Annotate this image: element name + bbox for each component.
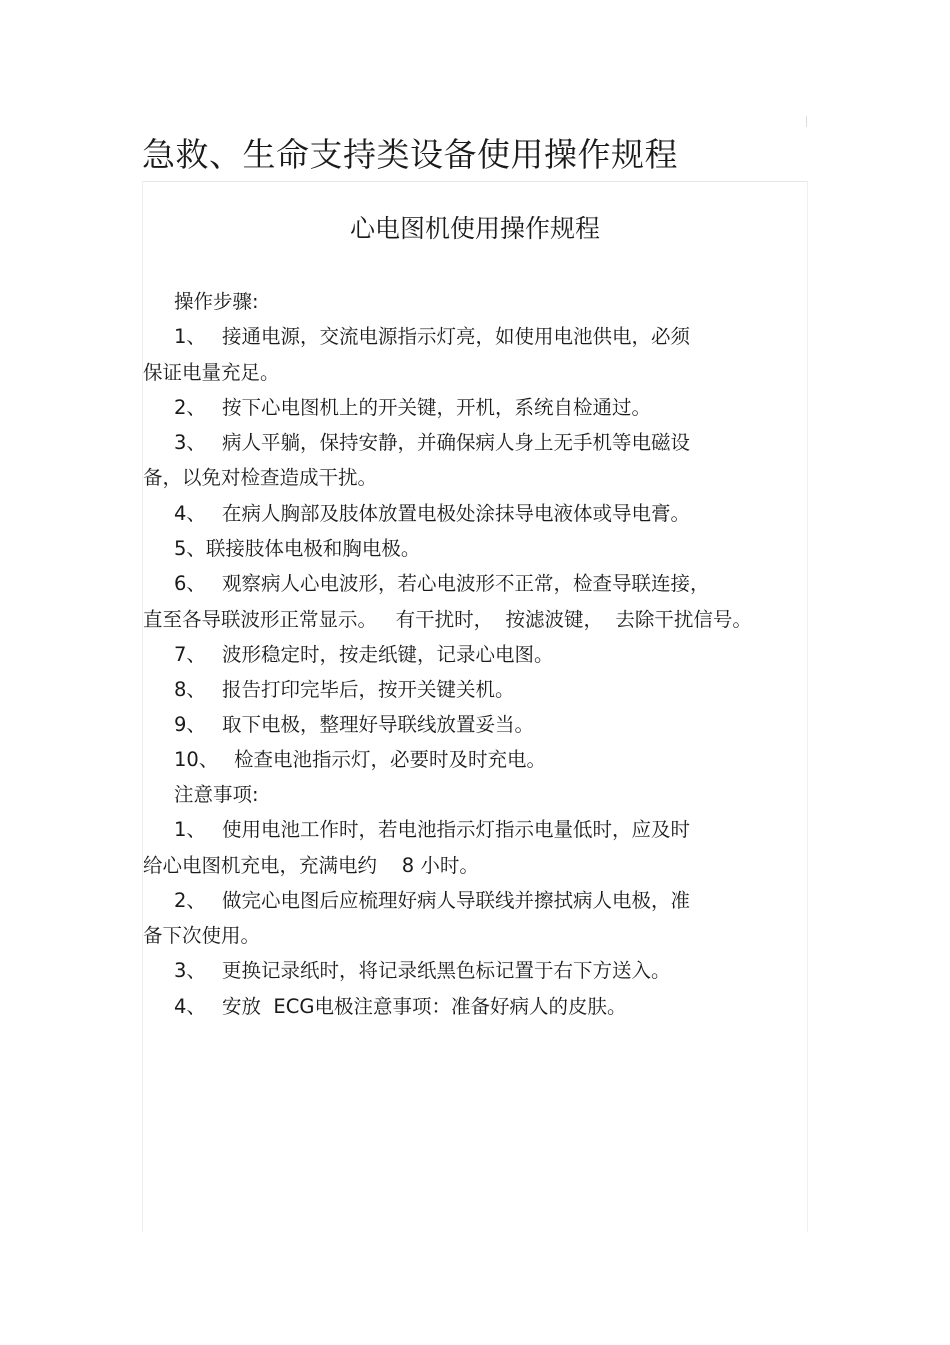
step-number: 7、	[174, 643, 206, 666]
step-4	[174, 499, 690, 529]
note-number: 3、	[174, 959, 206, 982]
note-number: 1、	[174, 818, 206, 841]
step-text: 病人平躺，保持安静，并确保病人身上无手机等电磁设	[222, 431, 691, 454]
step-text: 按下心电图机上的开关键，开机，系统自检通过。	[222, 396, 652, 419]
note-number: 4、	[174, 995, 206, 1018]
note-text: 使用电池工作时，若电池指示灯指示电量低时，应及时	[222, 818, 691, 841]
note-text: 安放 ECG电极注意事项：准备好病人的皮肤。	[222, 995, 627, 1018]
note-text: 更换记录纸时，将记录纸黑色标记置于右下方送入。	[222, 959, 671, 982]
note-number: 2、	[174, 889, 206, 912]
step-2	[174, 393, 651, 423]
step-1	[174, 322, 690, 352]
step-number: 2、	[174, 396, 206, 419]
steps-heading: 操作步骤:	[174, 290, 259, 313]
step-6-continued: 直至各导联波形正常显示。 有干扰时， 按滤波键， 去除干扰信号。	[143, 608, 752, 631]
page-corner-mark	[806, 116, 807, 127]
step-text: 波形稳定时，按走纸键，记录心电图。	[222, 643, 554, 666]
procedure-title: 心电图机使用操作规程	[349, 214, 600, 243]
step-7	[174, 640, 554, 670]
step-text: 接通电源，交流电源指示灯亮，如使用电池供电，必须	[222, 325, 691, 348]
step-9	[174, 710, 534, 740]
step-6	[174, 569, 710, 599]
step-8	[174, 675, 515, 705]
note-3	[174, 956, 671, 986]
note-1	[174, 815, 690, 845]
step-10	[174, 745, 546, 775]
step-number: 3、	[174, 431, 206, 454]
note-2	[174, 886, 690, 916]
note-2-continued: 备下次使用。	[143, 924, 261, 947]
step-3	[174, 428, 690, 458]
step-5: 5、联接肢体电极和胸电极。	[174, 537, 421, 560]
document-title: 急救、生命支持类设备使用操作规程	[142, 135, 678, 174]
step-number: 8、	[174, 678, 206, 701]
step-text: 在病人胸部及肢体放置电极处涂抹导电液体或导电膏。	[222, 502, 691, 525]
note-1-continued: 给心电图机充电，充满电约 8 小时。	[143, 854, 479, 877]
notes-heading: 注意事项:	[174, 783, 259, 806]
step-number: 6、	[174, 572, 206, 595]
note-4	[174, 992, 626, 1022]
step-number: 9、	[174, 713, 206, 736]
step-1-continued: 保证电量充足。	[143, 361, 280, 384]
step-text: 报告打印完毕后，按开关键关机。	[222, 678, 515, 701]
step-text: 观察病人心电波形，若心电波形不正常，检查导联连接，	[222, 572, 710, 595]
step-number: 4、	[174, 502, 206, 525]
note-text: 做完心电图后应梳理好病人导联线并擦拭病人电极，准	[222, 889, 691, 912]
step-number: 10、	[174, 748, 219, 771]
step-number: 1、	[174, 325, 206, 348]
step-3-continued: 备，以免对检查造成干扰。	[143, 466, 378, 489]
step-text: 检查电池指示灯，必要时及时充电。	[234, 748, 547, 771]
step-text: 取下电极，整理好导联线放置妥当。	[222, 713, 535, 736]
